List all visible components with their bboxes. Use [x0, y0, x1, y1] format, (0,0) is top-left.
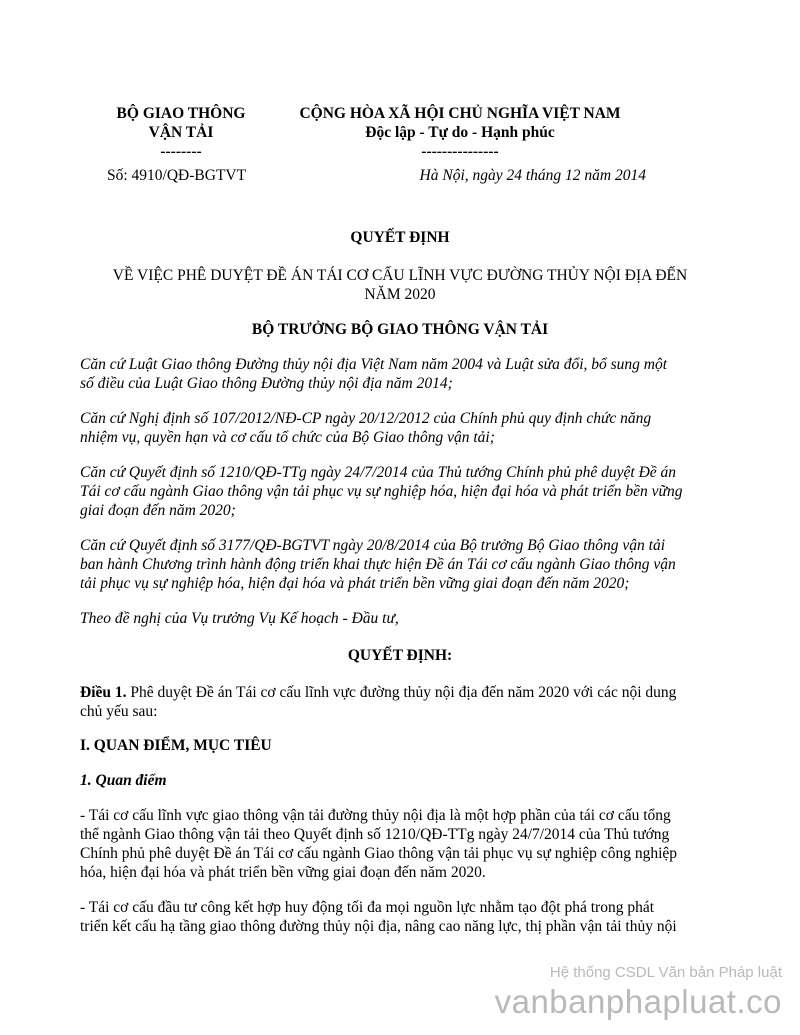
document-subject [80, 266, 720, 304]
proposal-basis [80, 609, 720, 628]
text-line: - Tái cơ cấu đầu tư công kết hợp huy động tối đa mọi nguồn lực nhằm tạo đột phá trong phát [80, 899, 654, 916]
motto-rule: --------------- [421, 143, 499, 160]
country-title: CỘNG HÒA XÃ HỘI CHỦ NGHĨA VIỆT NAM [299, 105, 621, 122]
viewpoint-1 [80, 806, 720, 882]
text-line: Căn cứ Luật Giao thông Đường thủy nội địa Việt Nam năm 2004 và Luật sửa đổi, bổ sung một [80, 356, 668, 373]
article-1 [80, 683, 720, 721]
document-type: QUYẾT ĐỊNH [350, 229, 450, 246]
agency-rule: -------- [160, 143, 202, 160]
text-line: tải phục vụ sự nghiệp hóa, hiện đại hóa và phát triển bền vững giai đoạn đến năm 2020; [80, 575, 630, 592]
subsection-heading: 1. Quan điểm [80, 772, 167, 789]
watermark-caption: Hệ thống CSDL Văn bản Pháp luật [549, 964, 782, 981]
issuing-agency [106, 104, 256, 161]
text-line: hóa, hiện đại hóa và phát triển bền vững giai đoạn đến năm 2020. [80, 864, 486, 881]
text-line: Tái cơ cấu ngành Giao thông vận tải phục vụ sự nghiệp hóa, hiện đại hóa và phát triển bền vững [80, 483, 683, 500]
viewpoint-2 [80, 898, 720, 936]
national-title-block [280, 104, 640, 161]
text-line: - Tái cơ cấu lĩnh vực giao thông vận tải đường thủy nội địa là một hợp phần của tái cơ cấu tổng [80, 807, 671, 824]
text-line: chủ yếu sau: [80, 703, 158, 720]
legal-basis-3 [80, 463, 720, 520]
document-number: Số: 4910/QĐ-BGTVT [107, 167, 247, 184]
place-date: Hà Nội, ngày 24 tháng 12 năm 2014 [419, 167, 646, 184]
subject-line: NĂM 2020 [364, 286, 436, 303]
text-line: Căn cứ Nghị định số 107/2012/NĐ-CP ngày 20/12/2012 của Chính phủ quy định chức năng [80, 410, 652, 427]
text-line: ban hành Chương trình hành động triển khai thực hiện Đề án Tái cơ cấu ngành Giao thông vận [80, 556, 676, 573]
legal-basis-4 [80, 536, 720, 593]
text-line: triển kết cấu hạ tầng giao thông đường thủy nội địa, nâng cao năng lực, thị phần vận tải thủy nội [80, 918, 677, 935]
text-line: Căn cứ Quyết định số 1210/QĐ-TTg ngày 24/7/2014 của Thủ tướng Chính phủ phê duyệt Đề án [80, 464, 677, 481]
subject-line: VỀ VIỆC PHÊ DUYỆT ĐỀ ÁN TÁI CƠ CẤU LĨNH VỰC ĐƯỜNG THỦY NỘI ĐỊA ĐẾN [112, 267, 688, 284]
text-line [80, 683, 720, 702]
legal-basis-1 [80, 355, 720, 393]
legal-basis-2 [80, 409, 720, 447]
text-line: Căn cứ Quyết định số 3177/QĐ-BGTVT ngày 20/8/2014 của Bộ trưởng Bộ Giao thông vận tải [80, 537, 666, 554]
text-line: nhiệm vụ, quyền hạn và cơ cấu tổ chức của Bộ Giao thông vận tải; [80, 429, 495, 446]
motto: Độc lập - Tự do - Hạnh phúc [365, 124, 555, 141]
watermark-site: vanbanphapluat.co [494, 983, 782, 1020]
article-text: Phê duyệt Đề án Tái cơ cấu lĩnh vực đường thủy nội địa đến năm 2020 với các nội dung [126, 684, 677, 701]
watermark [495, 964, 782, 1022]
article-label: Điều 1. [80, 684, 127, 701]
text-line: Chính phủ phê duyệt Đề án Tái cơ cấu ngành Giao thông vận tải phục vụ sự nghiệp công nghiệp [80, 845, 677, 862]
agency-name-line1: BỘ GIAO THÔNG [116, 105, 246, 122]
agency-name-line2: VẬN TẢI [148, 124, 214, 141]
text-line: thể ngành Giao thông vận tải theo Quyết định số 1210/QĐ-TTg ngày 24/7/2014 của Thủ tướng [80, 826, 670, 843]
issuer-title: BỘ TRƯỞNG BỘ GIAO THÔNG VẬN TẢI [251, 321, 549, 338]
decision-heading: QUYẾT ĐỊNH: [347, 647, 453, 664]
text-line: Theo đề nghị của Vụ trưởng Vụ Kế hoạch - Đầu tư, [80, 610, 399, 627]
text-line: giai đoạn đến năm 2020; [80, 502, 236, 519]
text-line: số điều của Luật Giao thông Đường thủy nội địa năm 2014; [80, 375, 453, 392]
section-heading: I. QUAN ĐIỂM, MỤC TIÊU [80, 737, 272, 754]
